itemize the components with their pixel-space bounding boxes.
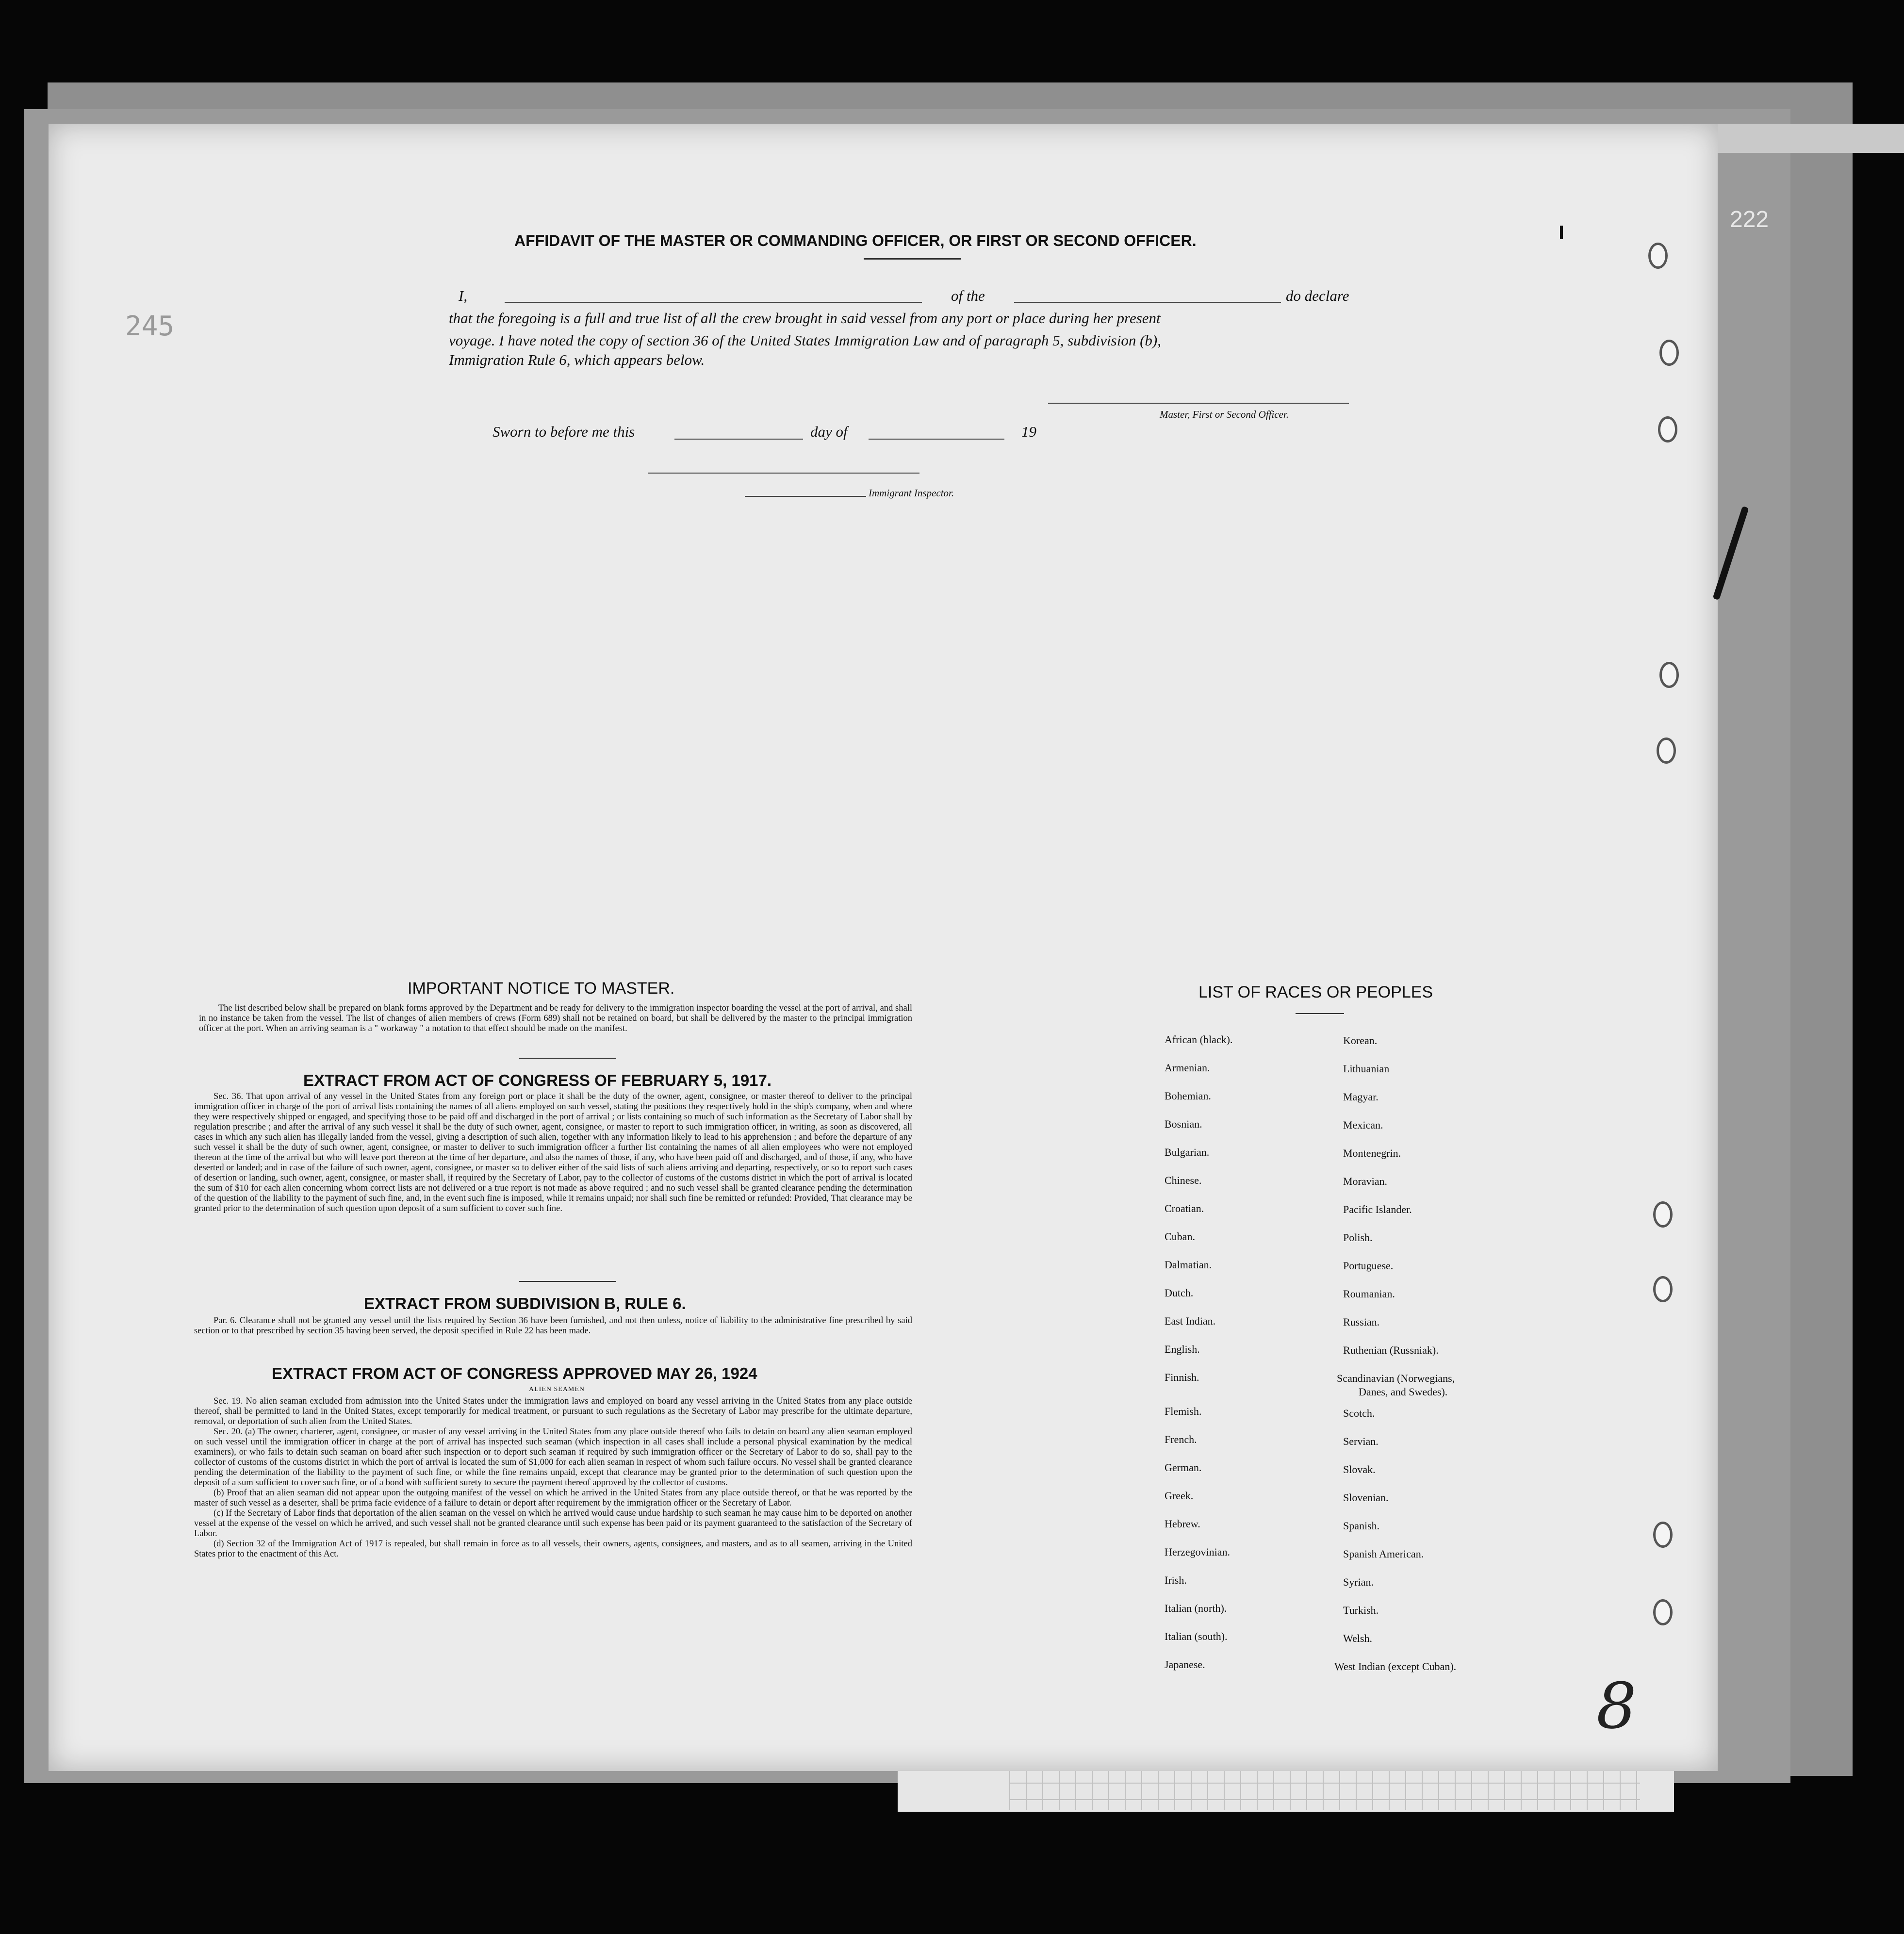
affidavit-of-the: of the — [951, 287, 985, 304]
race-item: Portuguese. — [1343, 1260, 1394, 1272]
race-item: Herzegovinian. — [1165, 1546, 1230, 1558]
race-item: Croatian. — [1165, 1202, 1204, 1214]
race-item: Ruthenian (Russniak). — [1343, 1344, 1439, 1356]
race-item: French. — [1165, 1433, 1197, 1445]
binder-hole — [1653, 1276, 1673, 1302]
race-item: Italian (north). — [1165, 1602, 1227, 1614]
race-item: Irish. — [1165, 1574, 1187, 1586]
race-item: Montenegrin. — [1343, 1147, 1401, 1159]
race-item: Greek. — [1165, 1490, 1194, 1502]
race-item: Mexican. — [1343, 1119, 1383, 1131]
sec-20d-paragraph: (d) Section 32 of the Immigration Act of 1917 is repealed, but shall remain in force as to all vessels, their owners, agents, consignees, and masters, and as to all seamen, arriving in the United States prior to the enactment of this Act. — [194, 1539, 912, 1559]
race-item: Roumanian. — [1343, 1288, 1395, 1300]
binder-hole — [1653, 1201, 1673, 1228]
race-item: African (black). — [1165, 1033, 1233, 1046]
race-item: Dalmatian. — [1165, 1259, 1212, 1271]
pen-tick-mark — [1560, 226, 1563, 239]
sec-19-paragraph: Sec. 19. No alien seaman excluded from admission into the United States under the immigration laws and employed on board any vessel arriving in the United States from any place outside thereof, shall be permitted to land in the United States, except temporarily for medical treatment, or pursuant to such regulations as the Secretary of Labor may prescribe for the ultimate departure, removal, or deportation of such alien from the United States. — [194, 1396, 912, 1426]
signature-label: Master, First or Second Officer. — [1160, 409, 1289, 420]
month-blank-line[interactable] — [869, 439, 1004, 440]
race-item: Syrian. — [1343, 1576, 1374, 1588]
affidavit-title: AFFIDAVIT OF THE MASTER OR COMMANDING OFFICER, OR FIRST OR SECOND OFFICER. — [514, 232, 1197, 249]
section-divider — [519, 1058, 616, 1059]
races-divider — [1296, 1013, 1344, 1014]
race-item: Pacific Islander. — [1343, 1203, 1412, 1215]
race-item: Spanish. — [1343, 1520, 1380, 1532]
race-item: Bosnian. — [1165, 1118, 1202, 1130]
extract-1924-subtitle: ALIEN SEAMEN — [529, 1386, 585, 1393]
race-item: Moravian. — [1343, 1175, 1388, 1187]
signature-blank-line[interactable] — [1048, 403, 1349, 404]
race-item: Scotch. — [1343, 1407, 1375, 1419]
race-item: Dutch. — [1165, 1287, 1194, 1299]
binder-hole — [1659, 662, 1679, 688]
binder-hole — [1658, 416, 1677, 443]
race-item: Bohemian. — [1165, 1090, 1211, 1102]
race-item: Chinese. — [1165, 1174, 1202, 1186]
race-item: West Indian (except Cuban). — [1334, 1660, 1457, 1672]
race-item: Lithuanian — [1343, 1063, 1390, 1075]
notice-text — [199, 1003, 912, 1034]
race-item: Bulgarian. — [1165, 1146, 1210, 1158]
sec-20a-paragraph: Sec. 20. (a) The owner, charterer, agent, consignee, or master of any vessel arriving in the United States from any place outside thereof who fails to detain on board any alien seaman employed on such vessel until the immigration officer in charge at the port of arrival has inspected such seaman (which inspection in all cases shall include a personal physical examination by the medical examiners), or who fails to detain such seaman on board after such inspection or to deport such seaman if required by such immigration officer or the Secretary of Labor to do so, shall pay to the collector of customs of the customs district in which the port of arrival is located the sum of $1,000 for each alien seaman in respect of whom such failure occurs. No vessel shall be granted clearance pending the determination of the liability to the payment of such fine, or while the fine remains unpaid, except that clearance may be granted prior to the determination of such question upon the deposit of a sum sufficient to cover such fine, or of a bond with sufficient surety to secure the payment thereof approved by the collector of customs. — [194, 1427, 912, 1488]
binder-hole — [1659, 340, 1679, 366]
faint-stamp-number: 245 — [125, 311, 175, 342]
extract-1924-text — [194, 1396, 912, 1559]
affidavit-i: I, — [459, 287, 468, 304]
binder-hole — [1653, 1522, 1673, 1548]
section-divider — [519, 1281, 616, 1282]
race-item: Korean. — [1343, 1034, 1378, 1047]
binder-hole — [1653, 1599, 1673, 1625]
par-6-paragraph: Par. 6. Clearance shall not be granted any vessel until the lists required by Section 36 have been furnished, and not then unless, notice of liability to the administrative fine prescribed by said section or to that prescribed by section 35 having been served, the deposit specified in Rule 22 has been made. — [194, 1316, 912, 1336]
race-item: German. — [1165, 1461, 1202, 1474]
affidavit-line-4: Immigration Rule 6, which appears below. — [449, 351, 705, 368]
affidavit-line-2: that the foregoing is a full and true list of all the crew brought in said vessel from any port or place during her present — [449, 310, 1161, 327]
affidavit-line-3: voyage. I have noted the copy of section 36 of the United States Immigration Law and of paragraph 5, subdivision (b), — [449, 332, 1161, 349]
race-item: East Indian. — [1165, 1315, 1216, 1327]
races-title: LIST OF RACES OR PEOPLES — [1198, 983, 1433, 1001]
race-item: Slovak. — [1343, 1463, 1376, 1475]
race-item: Cuban. — [1165, 1230, 1195, 1243]
race-item: English. — [1165, 1343, 1200, 1355]
sec-36-paragraph: Sec. 36. That upon arrival of any vessel in the United States from any foreign port or place it shall be the duty of the owner, agent, consignee, or master thereof to deliver to the principal immigration officer in charge of the port of arrival lists containing the names of all aliens employed on such vessel, stating the positions they respectively hold in the ship's company, when and where they were respectively shipped or engaged, and specifying those to be paid off and discharged in the port of arrival ; or lists containing so much of such information as the Secretary of Labor shall by regulation prescribe ; and after the arrival of any such vessel it shall be the duty of such owner, agent, consignee, or master to report to such immigration officer, in writing, as soon as discovered, all cases in which any such alien has illegally landed from the vessel, giving a description of such alien, together with any information likely to lead to his apprehension ; and before the departure of any such vessel it shall be the duty of such owner, agent, consignee, or master to deliver to such immigration officer a further list containing the names of all alien employees who were not employed thereon at the time of the arrival but who will leave port thereon at the time of her departure, and also the names of those, if any, who have been paid off and discharged, and of those, if any, who have deserted or landed; and in case of the failure of such owner, agent, consignee, or master so to deliver either of the said lists of such aliens arriving and departing, respectively, or so to report such cases of desertion or landing, such owner, agent, consignee, or master shall, if required by the Secretary of Labor, pay to the collector of customs of the customs district in which the port of arrival is located the sum of $10 for each alien concerning whom correct lists are not delivered or a true report is not made as above required ; and no such vessel shall be granted clearance pending the determination of the question of the liability to the payment of such fine, and, in the event such fine is imposed, while it remains unpaid; nor shall such fine be remitted or refunded: Provided, That clearance may be granted prior to the determination of such question upon deposit of a sum sufficient to cover such fine. — [194, 1092, 912, 1213]
name-blank-line[interactable] — [505, 302, 922, 303]
binder-hole — [1648, 243, 1668, 269]
race-item: Finnish. — [1165, 1371, 1199, 1383]
extract-rule6-title: EXTRACT FROM SUBDIVISION B, RULE 6. — [364, 1295, 686, 1312]
race-item: Hebrew. — [1165, 1518, 1200, 1530]
race-item: Servian. — [1343, 1435, 1379, 1447]
race-item: Spanish American. — [1343, 1548, 1424, 1560]
extract-1917-title: EXTRACT FROM ACT OF CONGRESS OF FEBRUARY 5, 1917. — [303, 1071, 772, 1089]
sec-20b-paragraph: (b) Proof that an alien seaman did not appear upon the outgoing manifest of the vessel on which he arrived in the United States from any place outside thereof, or that he was reported by the master of such vessel as a deserter, shall be prima facie evidence of a failure to detain or deport after requirement by the immigration officer or the Secretary of Labor. — [194, 1488, 912, 1508]
handwritten-mark: 8 — [1596, 1669, 1637, 1743]
title-divider — [864, 258, 961, 260]
inspector-signature-blank-line[interactable] — [648, 473, 919, 474]
inspector-name-blank-line[interactable] — [745, 496, 866, 497]
race-item: Japanese. — [1165, 1658, 1205, 1671]
page-number: 222 — [1730, 207, 1769, 232]
binder-hole — [1657, 738, 1676, 764]
race-item: Scandinavian (Norwegians, — [1337, 1372, 1455, 1384]
sworn-day-blank-line[interactable] — [674, 439, 803, 440]
race-item: Slovenian. — [1343, 1491, 1389, 1504]
graph-paper-strip — [1009, 1766, 1640, 1810]
notice-paragraph: The list described below shall be prepared on blank forms approved by the Department and be ready for delivery to the immigration inspector boarding the vessel at the port of arrival, and shall in no instance be taken from the vessel. The list of changes of alien members of crews (Form 689) shall not be retained on board, but shall be delivered by the master to the principal immigration officer at the port. When an arriving seaman is a " workaway " a notation to that effect should be made on the manifest. — [199, 1003, 912, 1033]
race-item: Armenian. — [1165, 1062, 1210, 1074]
race-item: Flemish. — [1165, 1405, 1202, 1417]
affidavit-do-declare: do declare — [1286, 287, 1349, 304]
race-item: Danes, and Swedes). — [1359, 1386, 1448, 1398]
vessel-blank-line[interactable] — [1014, 302, 1281, 303]
extract-1924-title: EXTRACT FROM ACT OF CONGRESS APPROVED MAY 26, 1924 — [272, 1364, 757, 1382]
day-of-text: day of — [810, 423, 848, 440]
extract-1917-text — [194, 1092, 912, 1214]
extract-rule6-text — [194, 1316, 912, 1336]
sec-20c-paragraph: (c) If the Secretary of Labor finds that deportation of the alien seaman on the vessel on which he arrived would cause undue hardship to such seaman he may cause him to be deported on another vessel at the expense of the vessel on which he arrived, and such vessel shall not be granted clearance until such expense has been paid or its payment guaranteed to the satisfaction of the Secretary of Labor. — [194, 1508, 912, 1539]
notice-title: IMPORTANT NOTICE TO MASTER. — [408, 979, 675, 998]
race-item: Polish. — [1343, 1231, 1373, 1244]
race-item: Magyar. — [1343, 1091, 1379, 1103]
race-item: Italian (south). — [1165, 1630, 1228, 1642]
inspector-label: Immigrant Inspector. — [869, 487, 954, 499]
sworn-text: Sworn to before me this — [492, 423, 635, 440]
race-item: Turkish. — [1343, 1604, 1379, 1616]
race-item: Welsh. — [1343, 1632, 1372, 1644]
year-prefix: 19 — [1021, 423, 1036, 440]
race-item: Russian. — [1343, 1316, 1380, 1328]
